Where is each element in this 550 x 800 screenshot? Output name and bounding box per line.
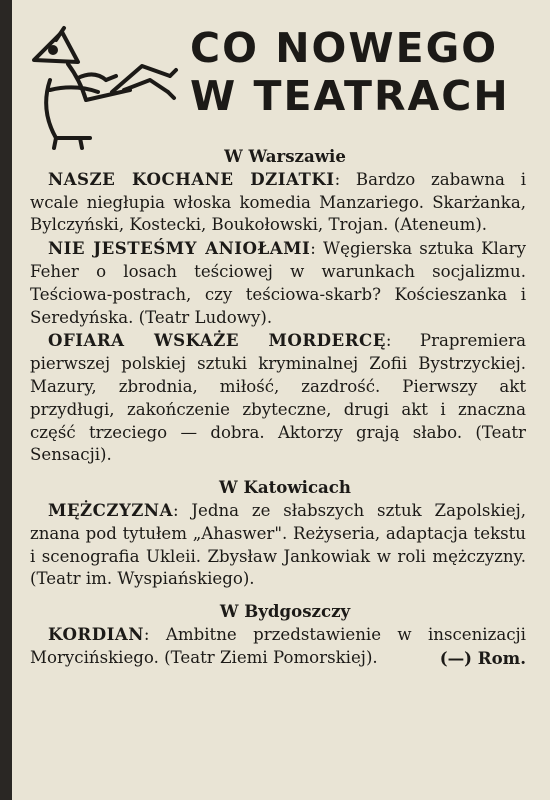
masthead-line-2: W TEATRACH: [190, 72, 510, 120]
play-review: : Prapremiera pierwszej polskiej sztuki kryminalnej Zofii Bystrzyckiej. Mazury, zbrodnia, miłość, zazdrość. Pierwszy akt przydługi, zakończenie zbyteczne, drugi akt i znaczna część trzeciego — dobra. Aktorzy grają słabo. (Teatr Sensacji).: [30, 331, 526, 465]
theatre-entry: [30, 329, 526, 467]
city-heading-bydgoszcz: W Bydgoszczy: [219, 601, 351, 622]
city-heading-warsaw: W Warszawie: [224, 146, 346, 166]
play-review: : Węgierska sztuka Klary Feher o losach teściowej w warunkach socjalizmu. Teściowa-postrach, czy teściowa-skarb? Kościeszanka i Seredyńska. (Teatr Ludowy).: [30, 239, 526, 327]
theatre-entry: [30, 237, 526, 329]
play-review: : Jedna ze słabszych sztuk Zapolskiej, znana pod tytułem „Ahaswer". Reżyseria, adaptacja tekstu i scenografia Ukleii. Zbysław Jankowiak w roli mężczyzny. (Teatr im. Wyspiańskiego).: [30, 500, 526, 589]
article-masthead: [190, 24, 535, 120]
play-title: MĘŻCZYZNA: [48, 499, 173, 520]
author-signature: (—) Rom.: [439, 647, 526, 668]
masthead-line-1: CO NOWEGO: [190, 24, 499, 72]
city-heading-katowice: W Katowicach: [219, 477, 351, 498]
theatre-entry: [30, 499, 526, 591]
reclining-figure-illustration: [20, 20, 180, 152]
theatre-entry: [30, 168, 526, 237]
left-margin-rule: [0, 0, 12, 800]
play-title: NASZE KOCHANE DZIATKI: [48, 168, 335, 189]
article-body: [30, 145, 526, 686]
play-title: KORDIAN: [48, 623, 144, 644]
play-review: : Ambitne przedstawienie w inscenizacji Morycińskiego. (Teatr Ziemi Pomorskiej).: [30, 624, 526, 667]
play-title: NIE JESTEŚMY ANIOŁAMI: [48, 238, 311, 259]
play-title: OFIARA WSKAŻE MORDERCĘ: [48, 330, 386, 351]
play-review: : Bardzo zabawna i wcale niegłupia włoska komedia Manzariego. Skarżanka, Bylczyński, Kostecki, Boukołowski, Trojan. (Ateneum).: [30, 169, 526, 235]
